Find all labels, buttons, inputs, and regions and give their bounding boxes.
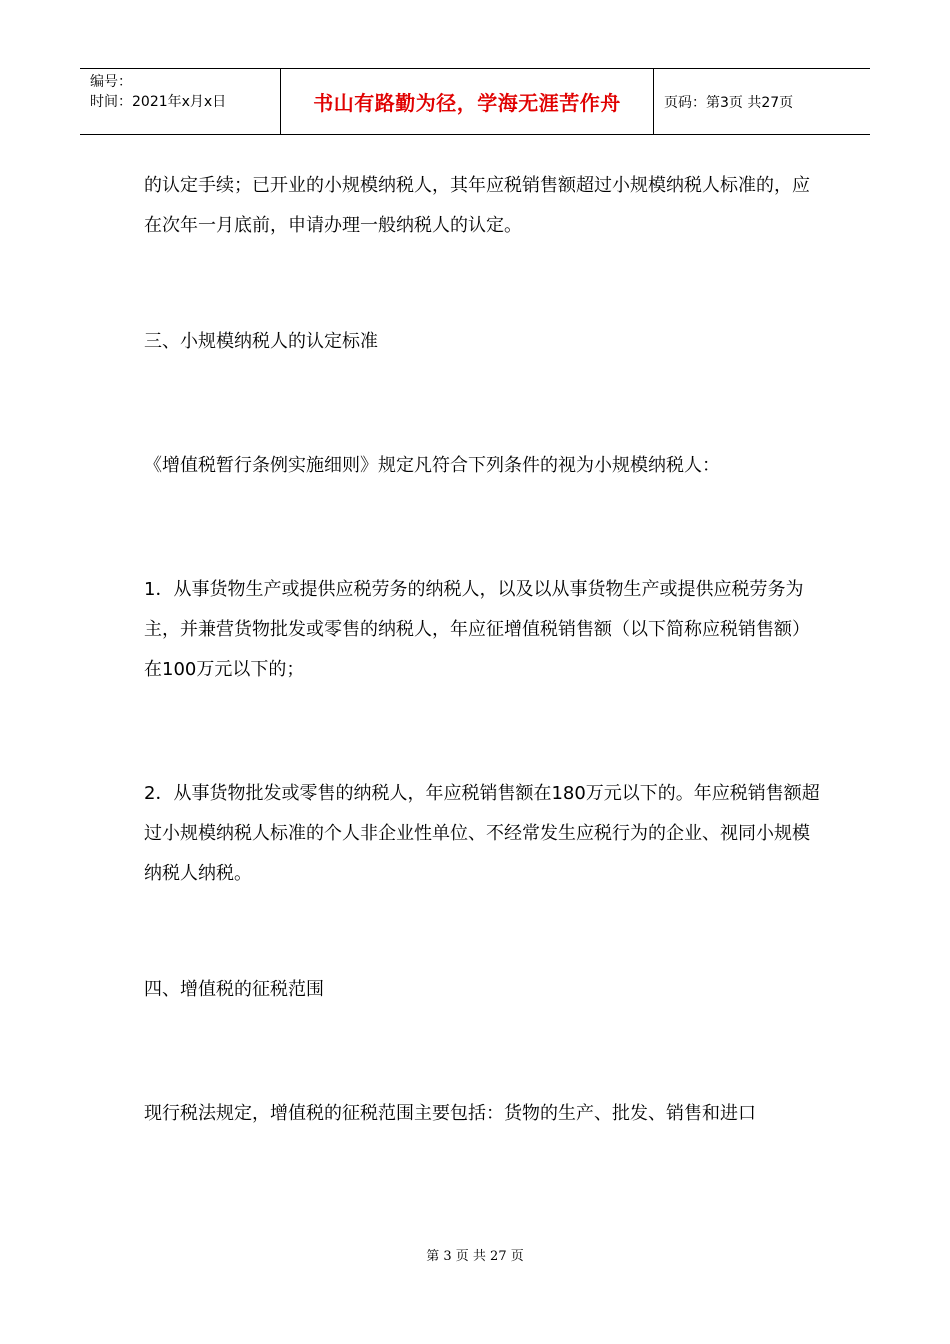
document-time: 时间：2021年x月x日 — [90, 94, 227, 110]
document-number: 编号： — [90, 74, 132, 90]
header-motto: 书山有路勤为径，学海无涯苦作舟 — [313, 91, 621, 115]
list-item-1: 1．从事货物生产或提供应税劳务的纳税人，以及以从事货物生产或提供应税劳务为主，并兼营货物批发或零售的纳税人，年应征增值税销售额（以下简称应税销售额）在100万元以下的； — [144, 579, 810, 680]
paragraph-scope: 现行税法规定，增值税的征税范围主要包括：货物的生产、批发、销售和进口 — [144, 1103, 756, 1124]
header-meta — [80, 69, 281, 134]
header-page-info: 页码：第3页 共27页 — [664, 94, 794, 111]
page-header — [80, 68, 870, 135]
paragraph-rule-intro: 《增值税暂行条例实施细则》规定凡符合下列条件的视为小规模纳税人： — [144, 455, 720, 476]
header-motto-cell — [281, 69, 654, 134]
section-heading-3: 三、小规模纳税人的认定标准 — [144, 331, 378, 352]
paragraph-continuation: 的认定手续；已开业的小规模纳税人，其年应税销售额超过小规模纳税人标准的，应在次年一月底前，申请办理一般纳税人的认定。 — [144, 175, 810, 236]
section-heading-4: 四、增值税的征税范围 — [144, 979, 324, 1000]
document-body — [144, 166, 824, 1134]
list-item-2: 2．从事货物批发或零售的纳税人，年应税销售额在180万元以下的。年应税销售额超过小规模纳税人标准的个人非企业性单位、不经常发生应税行为的企业、视同小规模纳税人纳税。 — [144, 783, 820, 884]
page-footer: 第 3 页 共 27 页 — [426, 1249, 524, 1264]
